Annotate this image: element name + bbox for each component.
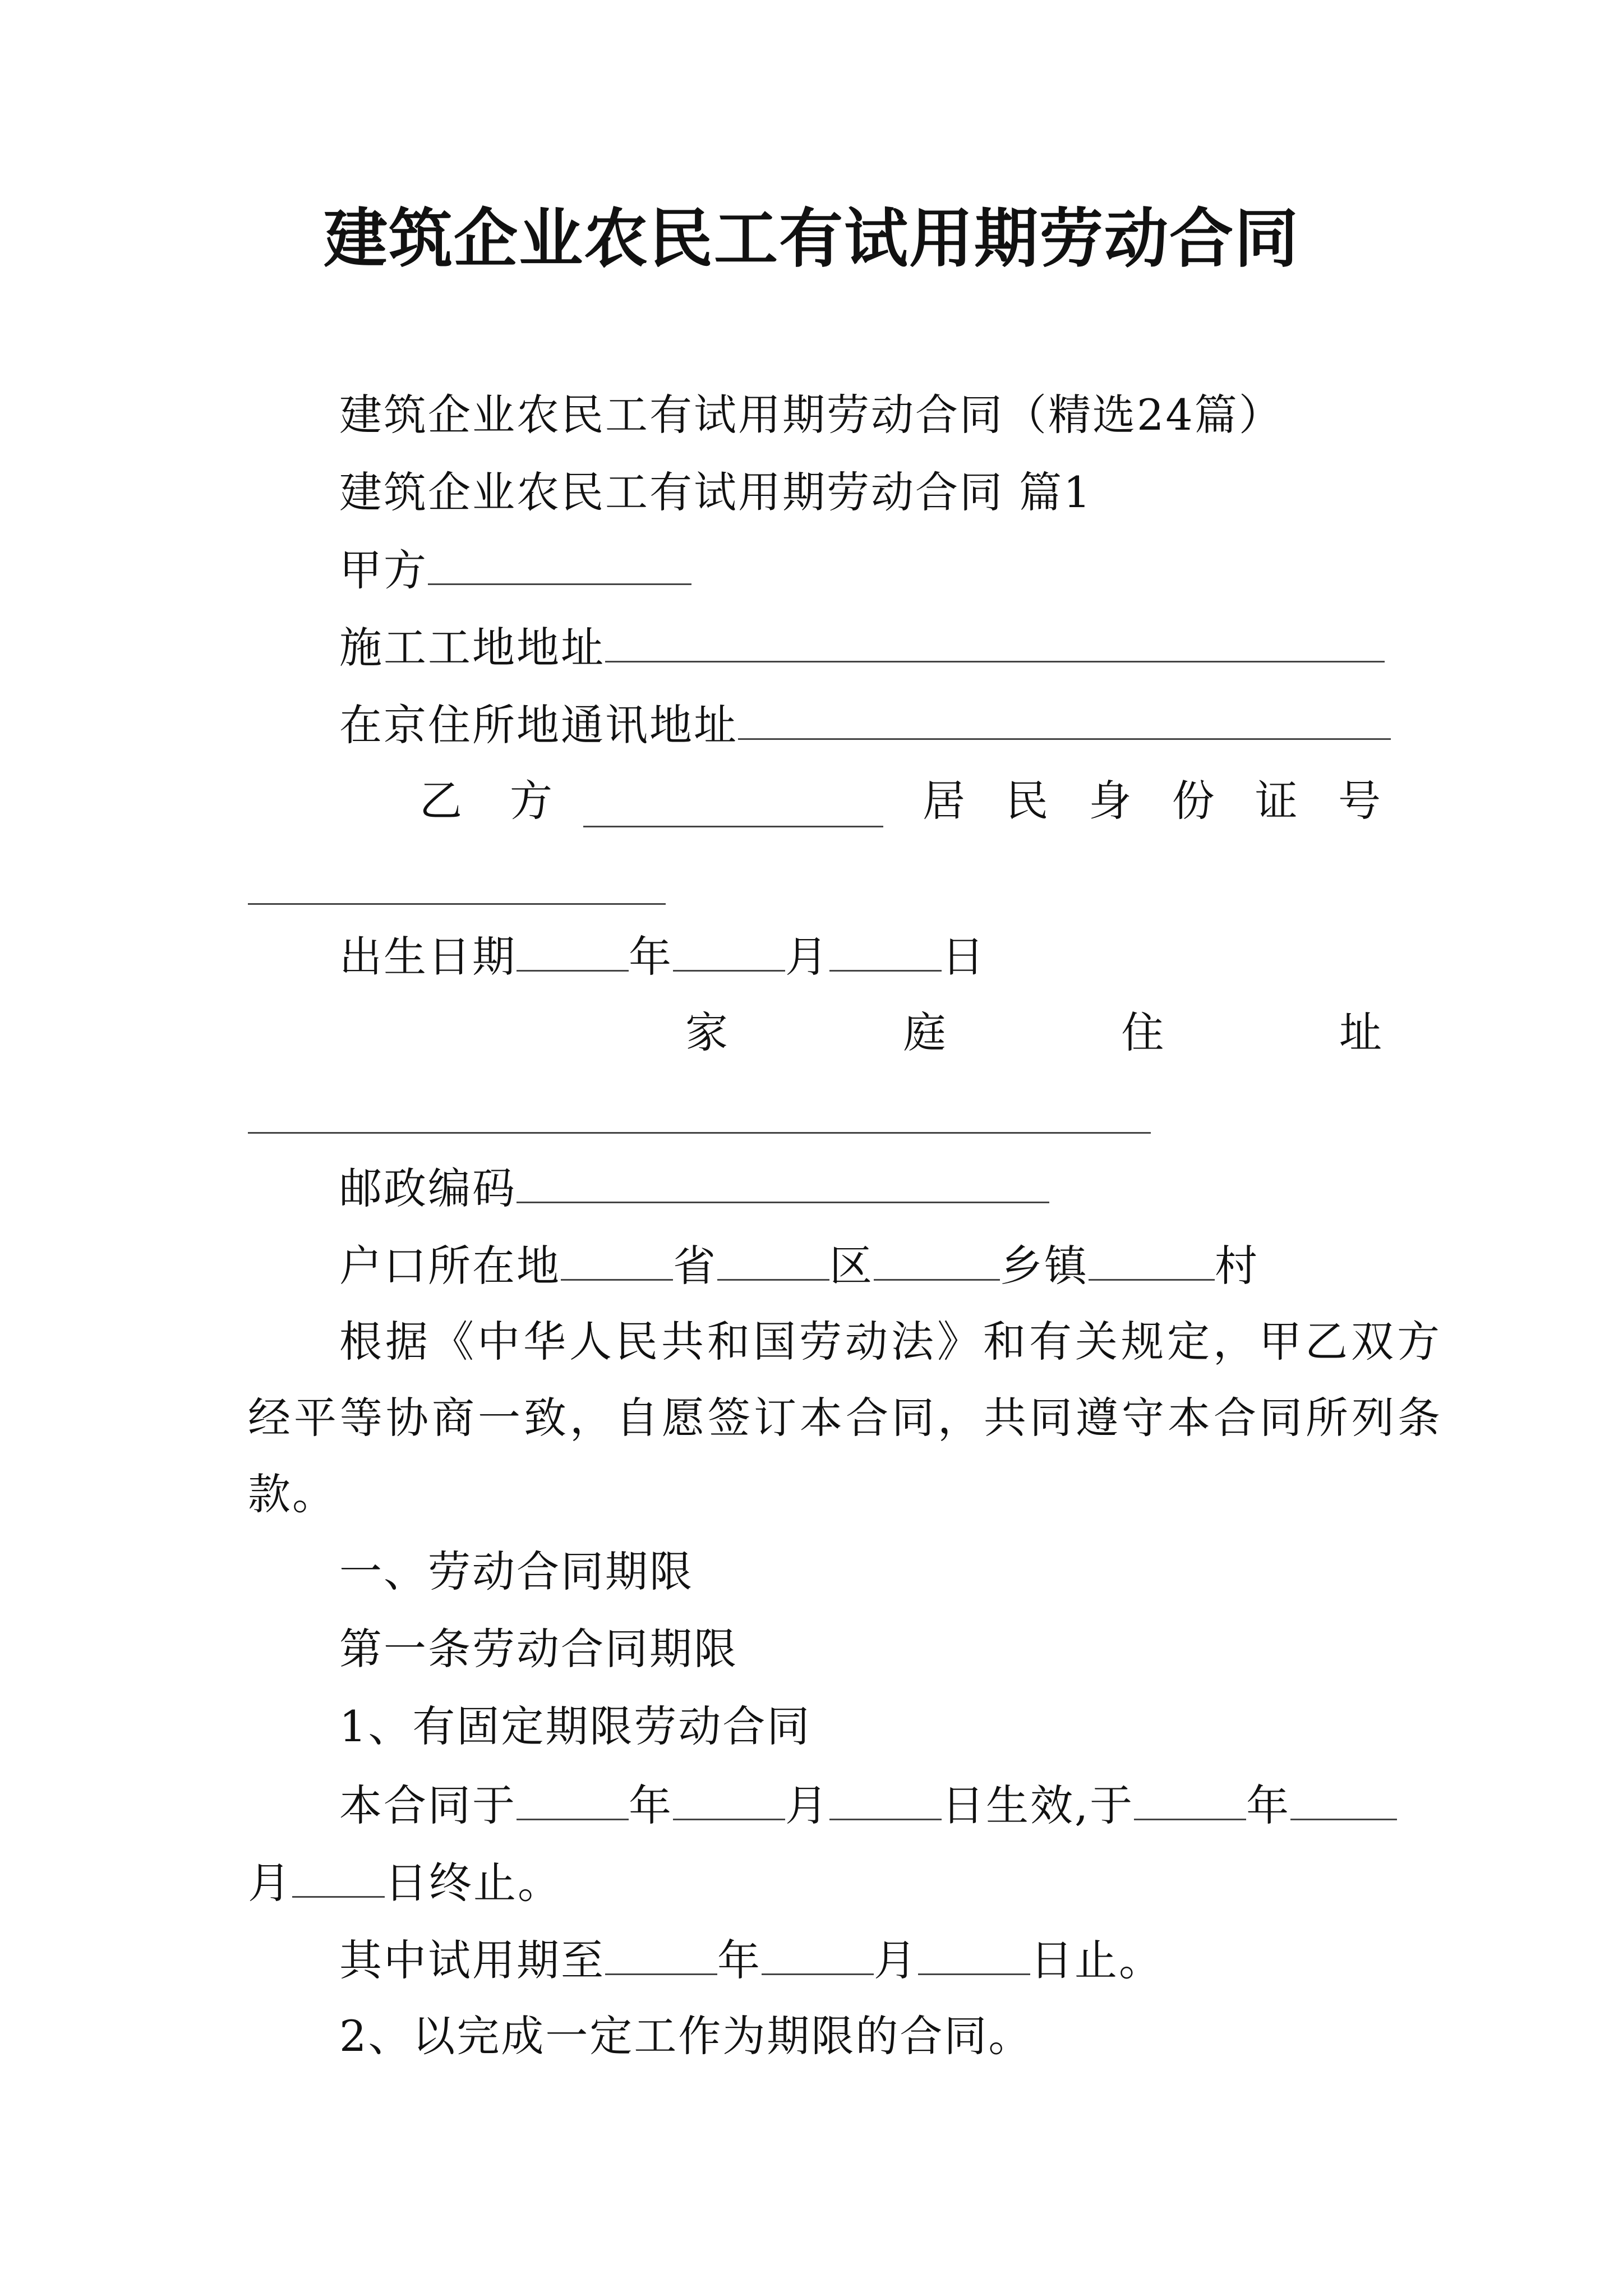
hukou-line: 户口所在地 省 区 乡镇 村 (339, 1237, 1259, 1293)
birth-year-blank[interactable] (517, 928, 629, 972)
home-address-label: 家 庭 住 址 (685, 1007, 1384, 1057)
end-date-line: 月 日终止。 (248, 1855, 562, 1910)
effective-day-blank[interactable] (829, 1777, 942, 1820)
hukou-district-blank[interactable] (717, 1237, 829, 1281)
postal-code-blank[interactable] (517, 1160, 1049, 1203)
beijing-address-blank[interactable] (738, 697, 1391, 740)
intro-line-1: 根据《中华人民共和国劳动法》和有关规定，甲乙双方 (339, 1317, 1443, 1366)
party-b-blank[interactable] (583, 826, 883, 827)
party-b-label: 乙 方 (419, 776, 554, 826)
postal-code-line (339, 1160, 1049, 1216)
beijing-address-line (339, 697, 1391, 752)
hukou-province-blank[interactable] (561, 1237, 673, 1281)
home-address-blank[interactable] (248, 1132, 1151, 1134)
birth-day-blank[interactable] (829, 928, 942, 972)
end-year-blank[interactable] (1134, 1777, 1246, 1820)
hukou-village-blank[interactable] (1089, 1237, 1215, 1281)
birth-month-label: 月 (785, 932, 829, 982)
end-month-blank-part[interactable] (1290, 1777, 1397, 1820)
probation-line: 其中试用期至 年 月 日止。 (339, 1932, 1163, 1987)
birth-date-line (339, 928, 986, 984)
id-number-label: 居 民 身 份 证 号 (923, 776, 1382, 826)
document-title: 建筑企业农民工有试用期劳动合同 (323, 201, 1299, 276)
article-1-heading: 第一条劳动合同期限 (339, 1624, 738, 1674)
chapter-heading: 建筑企业农民工有试用期劳动合同 篇1 (339, 467, 1092, 517)
birth-date-label: 出生日期 (339, 932, 517, 982)
effective-date-line: 本合同于 年 月 日生效,于 年 (339, 1777, 1397, 1833)
subtitle: 建筑企业农民工有试用期劳动合同（精选24篇） (339, 390, 1283, 440)
intro-line-2: 经平等协商一致，自愿签订本合同，共同遵守本合同所列条 (248, 1393, 1444, 1443)
section-1-heading: 一、劳动合同期限 (339, 1547, 694, 1596)
birth-day-label: 日 (942, 932, 986, 982)
id-number-blank[interactable] (248, 903, 666, 905)
item-1: 1、有固定期限劳动合同 (339, 1701, 811, 1751)
party-a-line (339, 542, 691, 597)
site-address-blank[interactable] (605, 619, 1385, 662)
probation-day-blank[interactable] (918, 1932, 1030, 1975)
beijing-address-label: 在京住所地通讯地址 (339, 700, 738, 750)
item-2: 2、以完成一定工作为期限的合同。 (339, 2011, 1033, 2061)
probation-month-blank[interactable] (762, 1932, 874, 1975)
birth-year-label: 年 (629, 932, 673, 982)
party-a-label: 甲方 (339, 545, 428, 595)
effective-year-blank[interactable] (517, 1777, 629, 1820)
birth-month-blank[interactable] (673, 928, 785, 972)
hukou-label: 户口所在地 (339, 1241, 561, 1291)
postal-code-label: 邮政编码 (339, 1163, 517, 1213)
effective-month-blank[interactable] (673, 1777, 785, 1820)
intro-line-3: 款。 (248, 1469, 336, 1519)
probation-year-blank[interactable] (605, 1932, 717, 1975)
end-day-blank[interactable] (292, 1855, 385, 1898)
site-address-label: 施工工地地址 (339, 623, 605, 673)
hukou-town-blank[interactable] (874, 1237, 1000, 1281)
party-a-blank[interactable] (428, 542, 691, 585)
site-address-line (339, 619, 1385, 675)
